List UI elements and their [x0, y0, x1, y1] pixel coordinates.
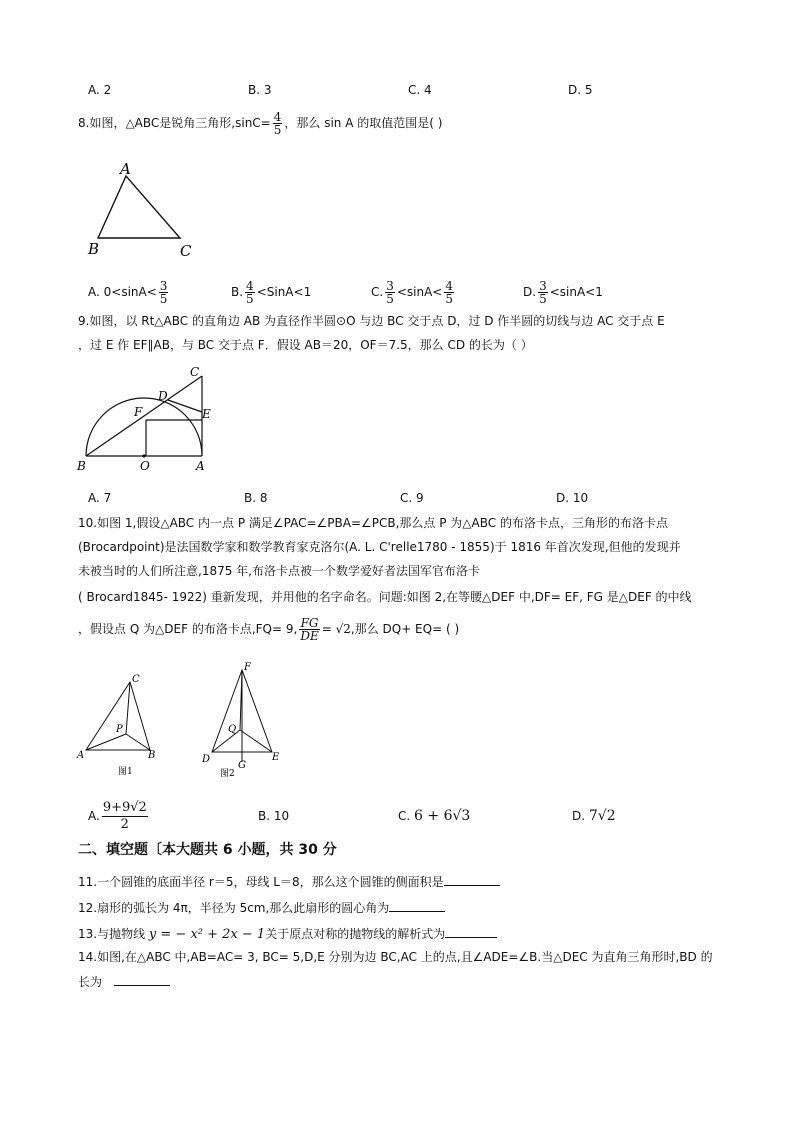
frac-num: 3 — [159, 279, 168, 293]
q8-option-c[interactable] — [371, 278, 456, 306]
frac-num: 3 — [386, 279, 394, 293]
q10-option-c-expr: 6 + 6√3 — [414, 808, 471, 824]
q8-label-b: B — [88, 240, 100, 258]
q10-line5-after: ,那么 DQ+ EQ= ( ) — [350, 622, 460, 636]
frac-den: 5 — [246, 292, 254, 306]
q8-text-after: ，那么 sin A 的取值范围是( ) — [284, 116, 443, 130]
frac-den: 5 — [539, 292, 547, 306]
q10-fig1-label-p: P — [116, 724, 123, 735]
q10-fig1-label-c: C — [132, 674, 140, 685]
q13-stem — [78, 923, 734, 946]
q8-text-before: 8.如图，△ABC是锐角三角形,sinC= — [78, 116, 271, 130]
frac-num: 9+9√2 — [102, 800, 147, 815]
q10-stem-line4: ( Brocard1845- 1922) 重新发现，并用他的名字命名。问题:如图 2,在等腰△DEF 中,DF= EF, FG 是△DEF 的中线 — [78, 590, 692, 604]
q8-options — [88, 278, 734, 306]
q9-label-e: E — [202, 407, 211, 421]
q10-fig1-caption: 图1 — [118, 767, 133, 777]
q8-option-c-prefix: C. — [371, 285, 384, 299]
frac-den: 2 — [102, 816, 148, 833]
q10-option-a[interactable] — [88, 796, 150, 836]
q8-option-d-prefix: D. — [523, 285, 537, 299]
frac-den: 5 — [159, 292, 168, 306]
q8-stem — [78, 108, 734, 138]
fraction — [245, 280, 255, 305]
q10-option-d[interactable] — [572, 796, 616, 836]
q10-fig1-label-a: A — [77, 750, 85, 761]
q9-label-o: O — [140, 459, 150, 473]
q10-stem-line2: (Brocardpoint)是法国数学家和数学教育家克洛尔(A. L. C'relle1780 - 1855)于 1816 年首次发现,但他的发现并 — [78, 540, 681, 554]
q9-options — [88, 488, 734, 512]
q13-answer-blank[interactable] — [445, 925, 497, 938]
q8-sinc-fraction — [273, 111, 283, 136]
q10-fig2-label-d: D — [202, 754, 211, 765]
q10-fig2-label-q: Q — [228, 724, 237, 735]
q11-text: 11.一个圆锥的底面半径 r＝5，母线 L＝8，那么这个圆锥的侧面积是 — [78, 875, 444, 889]
q10-option-b[interactable]: B. 10 — [258, 809, 290, 823]
q10-fig2-caption: 图2 — [220, 769, 235, 779]
q8-option-a[interactable] — [88, 278, 170, 306]
q8-option-b[interactable] — [231, 278, 311, 306]
q12-answer-blank[interactable] — [389, 899, 445, 912]
q9-label-c: C — [190, 365, 200, 379]
section2-title: 二、填空题〔本大题共 6 小题，共 30 分 — [78, 842, 337, 858]
q8-option-c-mid: <sinA< — [396, 285, 443, 299]
fraction — [444, 280, 454, 305]
q14-answer-blank[interactable] — [114, 973, 170, 986]
q8-label-a: A — [120, 160, 131, 178]
q9-label-a: A — [196, 459, 205, 473]
frac-num: 4 — [445, 279, 453, 293]
q10-stem-line3: 未被当时的人们所注意,1875 年,布洛卡点被一个数学爱好者法国军官布洛卡 — [78, 564, 480, 578]
q14-stem-line1: 14.如图,在△ABC 中,AB=AC= 3, BC= 5,D,E 分别为边 BC,AC 上的点,且∠ADE=∠B.当△DEC 为直角三角形时,BD 的 — [78, 950, 713, 964]
q9-semicircle-figure — [76, 364, 216, 476]
q9-stem-line1: 9.如图，以 Rt△ABC 的直角边 AB 为直径作半圆⊙O 与边 BC 交于点 D，过 D 作半圆的切线与边 AC 交于点 E — [78, 314, 665, 328]
q10-figure1 — [74, 672, 164, 780]
q10-fig2-label-f: F — [244, 662, 251, 673]
q7-option-c[interactable]: C. 4 — [408, 83, 432, 97]
q8-option-d[interactable] — [523, 278, 603, 306]
q10-line5-before: ，假设点 Q 为△DEF 的布洛卡点,FQ= 9, — [78, 622, 298, 636]
q10-fg-de-fraction — [299, 617, 319, 642]
q9-label-b: B — [77, 459, 86, 473]
q12-text: 12.扇形的弧长为 4π，半径为 5cm,那么此扇形的圆心角为 — [78, 901, 390, 915]
q10-fig1-label-b: B — [148, 750, 156, 761]
q8-option-d-suffix: <sinA<1 — [549, 285, 603, 299]
q9-option-a[interactable]: A. 7 — [88, 491, 112, 505]
fraction — [102, 800, 148, 833]
q8-triangle-figure — [84, 158, 204, 262]
frac-den: 5 — [273, 123, 282, 137]
frac-num: 4 — [246, 279, 254, 293]
q9-option-c[interactable]: C. 9 — [400, 491, 424, 505]
q8-label-c: C — [180, 242, 192, 260]
frac-den: DE — [300, 629, 319, 643]
q10-figure2 — [198, 660, 290, 780]
frac-den: 5 — [445, 292, 453, 306]
frac-num: FG — [300, 616, 319, 630]
q10-fig2-label-g: G — [238, 760, 246, 771]
q9-stem-line2: ，过 E 作 EF∥AB，与 BC 交于点 F．假设 AB＝20，OF＝7.5，那么 CD 的长为（ ） — [78, 338, 533, 352]
q8-option-b-suffix: <SinA<1 — [256, 285, 312, 299]
q10-stem-line5 — [78, 612, 734, 646]
q14-stem-line2 — [78, 973, 734, 991]
q8-option-b-prefix: B. — [231, 285, 244, 299]
q11-stem — [78, 873, 734, 891]
q10-equals-sqrt2: = √2 — [321, 622, 351, 636]
q13-text-after: 关于原点对称的抛物线的解析式为 — [265, 927, 446, 941]
frac-num: 3 — [539, 279, 547, 293]
fraction — [385, 280, 395, 305]
frac-num: 4 — [273, 110, 282, 124]
q10-option-c[interactable] — [398, 796, 470, 836]
q10-option-d-expr: 7√2 — [588, 808, 616, 824]
fraction — [538, 280, 548, 305]
q13-text-before: 13.与抛物线 — [78, 927, 146, 941]
q8-option-a-prefix: A. 0<sinA< — [88, 285, 157, 299]
q7-option-b[interactable]: B. 3 — [248, 83, 272, 97]
q7-option-a[interactable]: A. 2 — [88, 83, 112, 97]
q7-option-d[interactable]: D. 5 — [568, 83, 593, 97]
q12-stem — [78, 899, 734, 917]
q9-option-b[interactable]: B. 8 — [244, 491, 268, 505]
q10-options — [88, 796, 734, 836]
q11-answer-blank[interactable] — [444, 873, 500, 886]
q14-text-line2: 长为 — [78, 975, 103, 989]
q10-option-c-prefix: C. — [398, 809, 411, 823]
q10-stem-line1: 10.如图 1,假设△ABC 内一点 P 满足∠PAC=∠PBA=∠PCB,那么点 P 为△ABC 的布洛卡点，三角形的布洛卡点 — [78, 516, 668, 530]
q9-label-d: D — [158, 389, 168, 403]
q9-option-d[interactable]: D. 10 — [556, 491, 589, 505]
q10-option-a-prefix: A. — [88, 809, 100, 823]
frac-den: 5 — [386, 292, 394, 306]
q9-label-f: F — [134, 405, 143, 419]
q13-parabola-expr: y = − x² + 2x − 1 — [148, 927, 266, 942]
q10-fig2-label-e: E — [272, 752, 280, 763]
q7-options — [88, 80, 734, 104]
fraction — [159, 280, 169, 305]
q10-option-d-prefix: D. — [572, 809, 586, 823]
